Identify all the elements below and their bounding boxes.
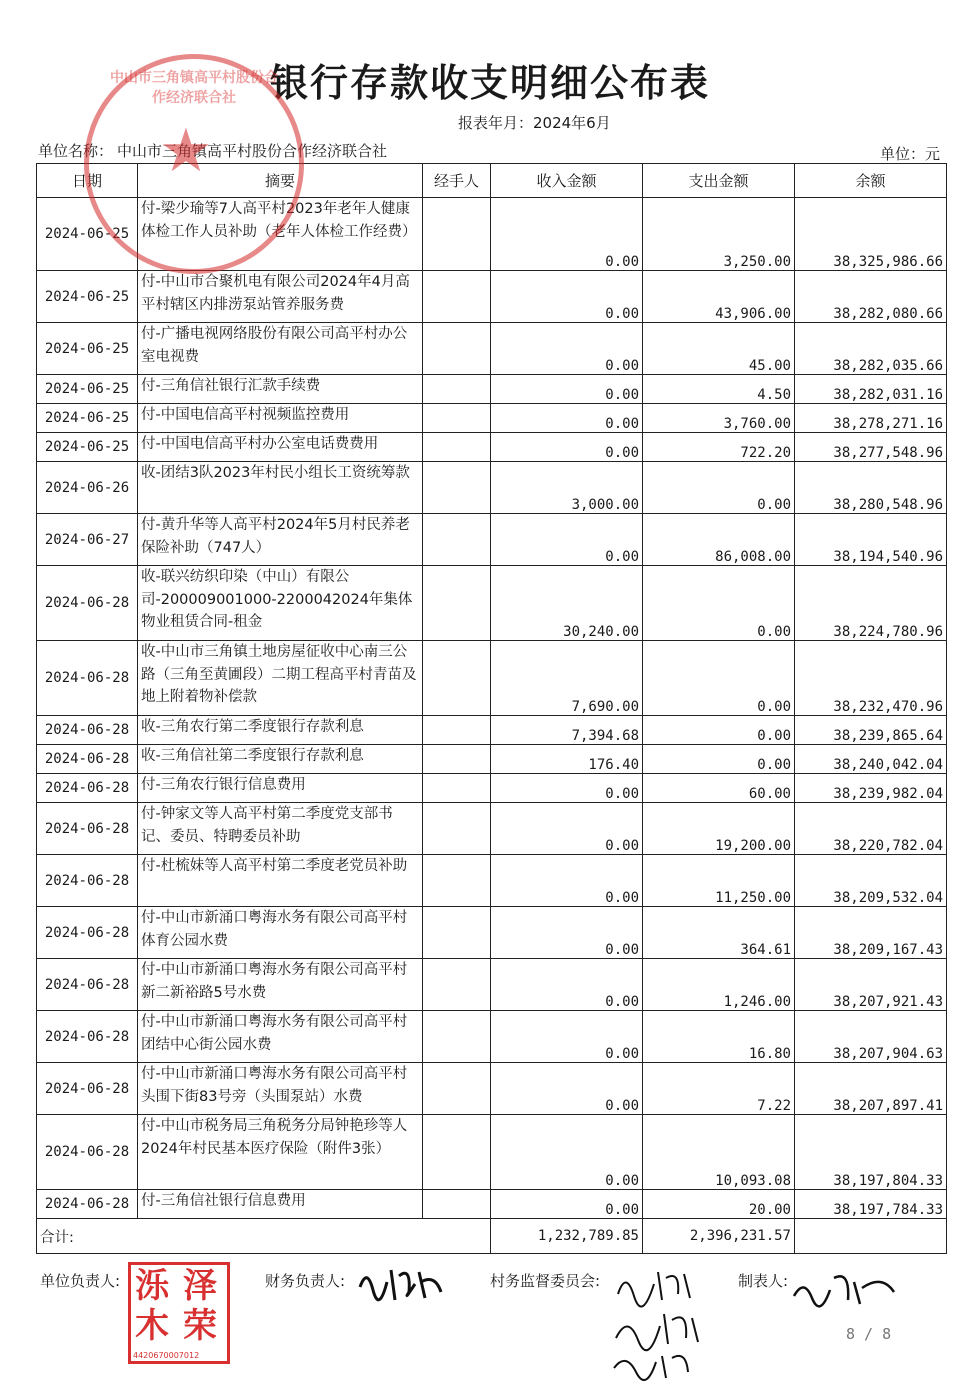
table-row xyxy=(37,1115,947,1190)
row-summary: 付-中山市合聚机电有限公司2024年4月高平村辖区内排涝泵站管养服务费 xyxy=(138,271,423,323)
row-summary: 付-杜梳妹等人高平村第二季度老党员补助 xyxy=(138,855,423,907)
finance-head-signature xyxy=(355,1262,445,1306)
row-income: 0.00 xyxy=(491,323,643,375)
table-row xyxy=(37,323,947,375)
unit-head-label: 单位负责人: xyxy=(40,1272,121,1290)
row-expense: 19,200.00 xyxy=(643,803,795,855)
row-balance: 38,239,982.04 xyxy=(795,774,947,803)
row-date: 2024-06-28 xyxy=(37,716,138,745)
row-income: 0.00 xyxy=(491,514,643,566)
row-balance: 38,209,167.43 xyxy=(795,907,947,959)
report-period: 报表年月：2024年6月 xyxy=(458,114,611,132)
row-expense: 45.00 xyxy=(643,323,795,375)
seal-text: 中山市三角镇高平村股份合作经济联合社 xyxy=(110,70,278,106)
row-summary: 收-联兴纺织印染（中山）有限公司-200009001000-2200042024年集体物业租赁合同-租金 xyxy=(138,566,423,641)
row-handler xyxy=(423,1011,491,1063)
unit-name-line xyxy=(38,140,387,161)
row-expense: 60.00 xyxy=(643,774,795,803)
row-summary: 付-钟家文等人高平村第二季度党支部书记、委员、特聘委员补助 xyxy=(138,803,423,855)
table-header-row xyxy=(37,164,947,198)
row-summary: 付-三角信社银行信息费用 xyxy=(138,1190,423,1219)
row-expense: 43,906.00 xyxy=(643,271,795,323)
row-expense: 0.00 xyxy=(643,566,795,641)
row-balance: 38,240,042.04 xyxy=(795,745,947,774)
row-handler xyxy=(423,514,491,566)
star-icon: ★ xyxy=(159,116,213,186)
table-row xyxy=(37,404,947,433)
row-handler xyxy=(423,462,491,514)
stamp-char-3: 木 xyxy=(135,1306,169,1346)
row-summary: 付-中山市新涌口粤海水务有限公司高平村新二新裕路5号水费 xyxy=(138,959,423,1011)
row-expense: 11,250.00 xyxy=(643,855,795,907)
row-handler xyxy=(423,774,491,803)
row-date: 2024-06-28 xyxy=(37,1063,138,1115)
row-income: 0.00 xyxy=(491,1063,643,1115)
table-row xyxy=(37,433,947,462)
row-expense: 364.61 xyxy=(643,907,795,959)
row-handler xyxy=(423,641,491,716)
stamp-char-1: 泺 xyxy=(135,1266,169,1306)
row-balance: 38,194,540.96 xyxy=(795,514,947,566)
column-header-income: 收入金额 xyxy=(491,164,643,198)
row-handler xyxy=(423,198,491,271)
total-expense: 2,396,231.57 xyxy=(643,1219,795,1254)
row-expense: 7.22 xyxy=(643,1063,795,1115)
row-expense: 722.20 xyxy=(643,433,795,462)
row-expense: 86,008.00 xyxy=(643,514,795,566)
row-date: 2024-06-28 xyxy=(37,745,138,774)
row-summary: 收-三角信社第二季度银行存款利息 xyxy=(138,745,423,774)
column-header-expense: 支出金额 xyxy=(643,164,795,198)
row-handler xyxy=(423,907,491,959)
row-handler xyxy=(423,803,491,855)
row-income: 30,240.00 xyxy=(491,566,643,641)
row-handler xyxy=(423,855,491,907)
row-summary: 收-团结3队2023年村民小组长工资统筹款 xyxy=(138,462,423,514)
row-expense: 16.80 xyxy=(643,1011,795,1063)
row-handler xyxy=(423,716,491,745)
row-handler xyxy=(423,433,491,462)
finance-head-label: 财务负责人: xyxy=(265,1272,346,1290)
row-date: 2024-06-28 xyxy=(37,1115,138,1190)
row-expense: 4.50 xyxy=(643,375,795,404)
row-summary: 收-三角农行第二季度银行存款利息 xyxy=(138,716,423,745)
row-income: 0.00 xyxy=(491,774,643,803)
row-balance: 38,280,548.96 xyxy=(795,462,947,514)
page-number: 8 / 8 xyxy=(846,1325,892,1343)
row-balance: 38,278,271.16 xyxy=(795,404,947,433)
row-income: 3,000.00 xyxy=(491,462,643,514)
row-handler xyxy=(423,323,491,375)
row-summary: 付-三角信社银行汇款手续费 xyxy=(138,375,423,404)
row-date: 2024-06-28 xyxy=(37,774,138,803)
row-income: 0.00 xyxy=(491,271,643,323)
preparer-signature xyxy=(790,1266,900,1310)
row-summary: 付-中山市新涌口粤海水务有限公司高平村头围下街83号旁（头围泵站）水费 xyxy=(138,1063,423,1115)
currency-unit: 单位：元 xyxy=(879,145,940,163)
table-row xyxy=(37,803,947,855)
row-date: 2024-06-25 xyxy=(37,404,138,433)
row-expense: 3,250.00 xyxy=(643,198,795,271)
supervision-label: 村务监督委员会: xyxy=(490,1272,601,1290)
row-balance: 38,197,804.33 xyxy=(795,1115,947,1190)
row-handler xyxy=(423,566,491,641)
row-handler xyxy=(423,959,491,1011)
row-summary: 付-三角农行银行信息费用 xyxy=(138,774,423,803)
table-row xyxy=(37,1063,947,1115)
row-income: 0.00 xyxy=(491,198,643,271)
row-income: 7,690.00 xyxy=(491,641,643,716)
row-expense: 0.00 xyxy=(643,462,795,514)
row-handler xyxy=(423,271,491,323)
table-row xyxy=(37,641,947,716)
stamp-char-2: 泽 xyxy=(183,1266,217,1306)
row-date: 2024-06-27 xyxy=(37,514,138,566)
table-row xyxy=(37,716,947,745)
ledger-table xyxy=(36,163,947,1254)
row-date: 2024-06-28 xyxy=(37,803,138,855)
row-handler xyxy=(423,1115,491,1190)
row-balance: 38,224,780.96 xyxy=(795,566,947,641)
row-summary: 收-中山市三角镇土地房屋征收中心南三公路（三角至黄圃段）二期工程高平村青苗及地上附着物补偿款 xyxy=(138,641,423,716)
table-row xyxy=(37,375,947,404)
row-expense: 0.00 xyxy=(643,641,795,716)
row-summary: 付-中国电信高平村视频监控费用 xyxy=(138,404,423,433)
row-expense: 3,760.00 xyxy=(643,404,795,433)
table-row xyxy=(37,1011,947,1063)
table-row xyxy=(37,959,947,1011)
row-balance: 38,209,532.04 xyxy=(795,855,947,907)
row-income: 0.00 xyxy=(491,1190,643,1219)
stamp-code: 4420670007012 xyxy=(133,1351,200,1360)
row-date: 2024-06-25 xyxy=(37,433,138,462)
row-summary: 付-中山市新涌口粤海水务有限公司高平村团结中心街公园水费 xyxy=(138,1011,423,1063)
row-balance: 38,220,782.04 xyxy=(795,803,947,855)
table-row xyxy=(37,745,947,774)
row-date: 2024-06-28 xyxy=(37,1011,138,1063)
row-expense: 20.00 xyxy=(643,1190,795,1219)
row-handler xyxy=(423,1190,491,1219)
total-balance-empty xyxy=(795,1219,947,1254)
row-income: 176.40 xyxy=(491,745,643,774)
row-expense: 10,093.08 xyxy=(643,1115,795,1190)
row-summary: 付-广播电视网络股份有限公司高平村办公室电视费 xyxy=(138,323,423,375)
unit-name: 中山市三角镇高平村股份合作经济联合社 xyxy=(117,142,388,160)
row-balance: 38,239,865.64 xyxy=(795,716,947,745)
row-handler xyxy=(423,375,491,404)
row-date: 2024-06-28 xyxy=(37,566,138,641)
row-summary: 付-黄升华等人高平村2024年5月村民养老保险补助（747人） xyxy=(138,514,423,566)
total-row xyxy=(37,1219,947,1254)
row-income: 0.00 xyxy=(491,1115,643,1190)
column-header-balance: 余额 xyxy=(795,164,947,198)
table-row xyxy=(37,1190,947,1219)
unit-name-label: 单位名称： xyxy=(38,142,114,160)
column-header-date: 日期 xyxy=(37,164,138,198)
row-handler xyxy=(423,745,491,774)
table-row xyxy=(37,271,947,323)
row-summary: 付-中国电信高平村办公室电话费费用 xyxy=(138,433,423,462)
total-label: 合计: xyxy=(37,1219,491,1254)
name-stamp xyxy=(128,1262,230,1364)
row-balance: 38,207,904.63 xyxy=(795,1011,947,1063)
row-income: 0.00 xyxy=(491,855,643,907)
row-handler xyxy=(423,1063,491,1115)
row-expense: 1,246.00 xyxy=(643,959,795,1011)
page-title: 银行存款收支明细公布表 xyxy=(269,61,710,105)
row-date: 2024-06-25 xyxy=(37,375,138,404)
row-date: 2024-06-28 xyxy=(37,855,138,907)
row-handler xyxy=(423,404,491,433)
row-balance: 38,325,986.66 xyxy=(795,198,947,271)
row-expense: 0.00 xyxy=(643,745,795,774)
row-income: 7,394.68 xyxy=(491,716,643,745)
table-row xyxy=(37,774,947,803)
row-date: 2024-06-26 xyxy=(37,462,138,514)
row-balance: 38,277,548.96 xyxy=(795,433,947,462)
row-date: 2024-06-25 xyxy=(37,198,138,271)
table-row xyxy=(37,566,947,641)
column-header-summary: 摘要 xyxy=(138,164,423,198)
row-income: 0.00 xyxy=(491,907,643,959)
stamp-char-4: 荣 xyxy=(183,1306,217,1346)
row-income: 0.00 xyxy=(491,404,643,433)
row-balance: 38,282,031.16 xyxy=(795,375,947,404)
row-income: 0.00 xyxy=(491,375,643,404)
row-balance: 38,282,035.66 xyxy=(795,323,947,375)
row-income: 0.00 xyxy=(491,1011,643,1063)
row-date: 2024-06-25 xyxy=(37,323,138,375)
row-date: 2024-06-25 xyxy=(37,271,138,323)
row-date: 2024-06-28 xyxy=(37,907,138,959)
row-date: 2024-06-28 xyxy=(37,959,138,1011)
row-summary: 付-中山市税务局三角税务分局钟艳珍等人2024年村民基本医疗保险（附件3张） xyxy=(138,1115,423,1190)
row-income: 0.00 xyxy=(491,803,643,855)
row-balance: 38,232,470.96 xyxy=(795,641,947,716)
row-income: 0.00 xyxy=(491,433,643,462)
table-row xyxy=(37,907,947,959)
table-row xyxy=(37,462,947,514)
total-income: 1,232,789.85 xyxy=(491,1219,643,1254)
row-income: 0.00 xyxy=(491,959,643,1011)
row-expense: 0.00 xyxy=(643,716,795,745)
row-balance: 38,207,897.41 xyxy=(795,1063,947,1115)
row-balance: 38,197,784.33 xyxy=(795,1190,947,1219)
table-row xyxy=(37,855,947,907)
row-date: 2024-06-28 xyxy=(37,641,138,716)
row-summary: 付-中山市新涌口粤海水务有限公司高平村体育公园水费 xyxy=(138,907,423,959)
supervision-signatures xyxy=(608,1264,708,1382)
table-row xyxy=(37,514,947,566)
row-date: 2024-06-28 xyxy=(37,1190,138,1219)
row-balance: 38,207,921.43 xyxy=(795,959,947,1011)
ledger-body xyxy=(37,198,947,1219)
preparer-label: 制表人: xyxy=(738,1272,789,1290)
row-summary: 付-梁少瑜等7人高平村2023年老年人健康体检工作人员补助（老年人体检工作经费） xyxy=(138,198,423,271)
table-row xyxy=(37,198,947,271)
column-header-handler: 经手人 xyxy=(423,164,491,198)
row-balance: 38,282,080.66 xyxy=(795,271,947,323)
